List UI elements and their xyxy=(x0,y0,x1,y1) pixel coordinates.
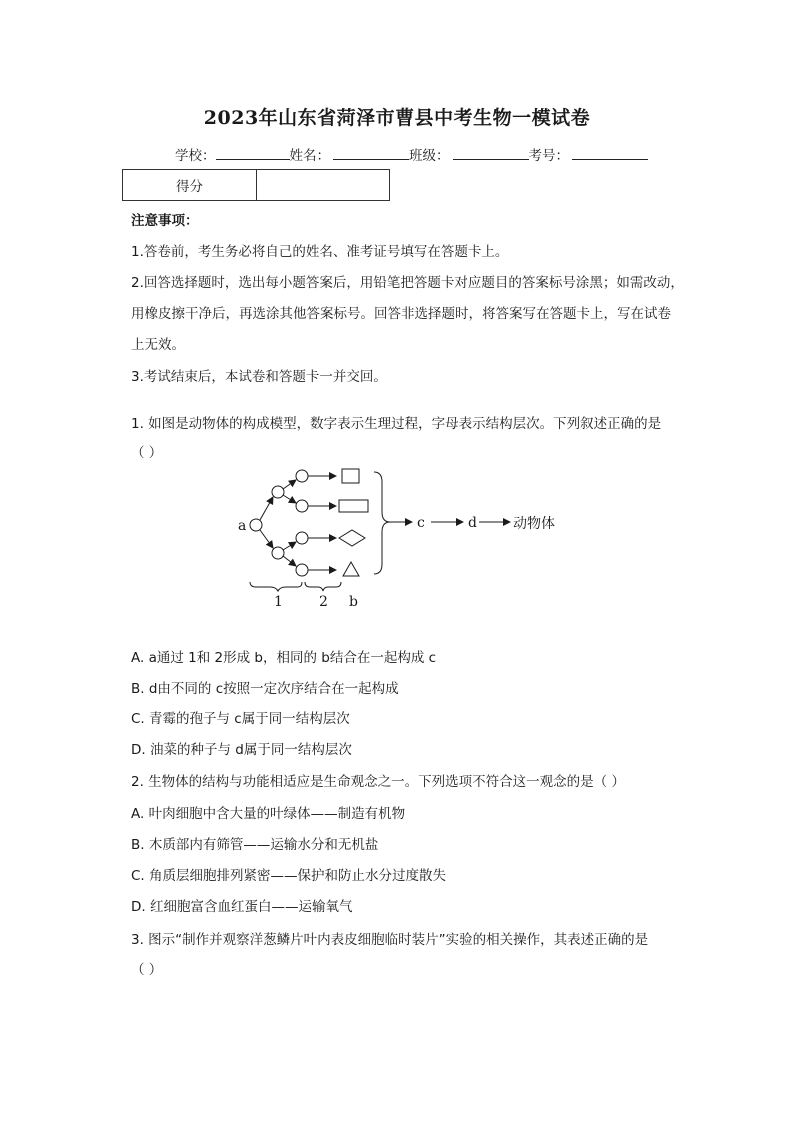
tissue-triangle xyxy=(343,562,359,576)
question-3-stem: 3. 图示“制作并观察洋葱鳞片叶内表皮细胞临时装片”实验的相关操作，其表述正确的是 xyxy=(131,932,649,948)
notice-heading: 注意事项： xyxy=(131,213,199,229)
question-1-stem: 1. 如图是动物体的构成模型，数字表示生理过程，字母表示结构层次。下列叙述正确的是 xyxy=(131,416,662,432)
cell-level1-top xyxy=(272,486,284,498)
label-c: c xyxy=(417,515,425,531)
question-1-option-b[interactable]: B. d由不同的 c按照一定次序结合在一起构成 xyxy=(131,681,399,697)
question-1-option-d[interactable]: D. 油菜的种子与 d属于同一结构层次 xyxy=(131,742,352,758)
brace-process-1 xyxy=(250,582,302,591)
brace-process-2 xyxy=(305,582,341,591)
question-2-option-d[interactable]: D. 红细胞富含血红蛋白——运输氧气 xyxy=(131,899,353,915)
class-label: 班级： xyxy=(409,148,450,164)
class-blank[interactable] xyxy=(453,145,529,160)
label-d: d xyxy=(468,515,477,531)
notice-line: 2.回答选择题时，选出每小题答案后，用铅笔把答题卡对应题目的答案标号涂黑；如需改动， xyxy=(131,275,684,291)
question-1-option-a[interactable]: A. a通过 1和 2形成 b，相同的 b结合在一起构成 c xyxy=(131,650,437,666)
exam-number-label: 考号： xyxy=(528,148,569,164)
question-2-stem: 2. 生物体的结构与功能相适应是生命观念之一。下列选项不符合这一观念的是（ ） xyxy=(131,774,625,790)
school-blank[interactable] xyxy=(216,145,290,160)
student-info-line xyxy=(175,144,648,164)
tissue-rectangle xyxy=(339,500,368,512)
notice-line: 上无效。 xyxy=(131,337,185,353)
label-b: b xyxy=(349,594,358,610)
question-1-answer-paren: （ ） xyxy=(131,445,163,461)
score-cell[interactable] xyxy=(257,170,390,201)
name-label: 姓名： xyxy=(289,148,330,164)
cell-level1-bottom xyxy=(272,547,284,559)
notice-line: 1.答卷前，考生务必将自己的姓名、准考证号填写在答题卡上。 xyxy=(131,244,509,260)
question-1-option-c[interactable]: C. 青霉的孢子与 c属于同一结构层次 xyxy=(131,711,350,727)
label-animal: 动物体 xyxy=(513,516,555,532)
label-1: 1 xyxy=(274,594,283,610)
cell-level2-4 xyxy=(296,564,308,576)
score-table xyxy=(122,169,390,201)
tissue-square xyxy=(342,469,359,483)
question-3-answer-paren: （ ） xyxy=(131,962,163,978)
question-2-option-a[interactable]: A. 叶肉细胞中含大量的叶绿体——制造有机物 xyxy=(131,806,406,822)
exam-number-blank[interactable] xyxy=(572,145,648,160)
notice-line: 3.考试结束后，本试卷和答题卡一并交回。 xyxy=(131,369,387,385)
tissue-diamond xyxy=(339,530,365,546)
cell-a-circle xyxy=(250,519,262,531)
school-label: 学校： xyxy=(175,148,216,164)
label-a: a xyxy=(238,518,247,534)
name-blank[interactable] xyxy=(333,145,409,160)
cell-level2-1 xyxy=(296,470,308,482)
exam-title: 2023年山东省菏泽市曹县中考生物一模试卷 xyxy=(203,107,591,129)
notice-line: 用橡皮擦干净后，再选涂其他答案标号。回答非选择题时，将答案写在答题卡上，写在试卷 xyxy=(131,306,671,322)
right-brace xyxy=(374,472,390,574)
question-2-option-b[interactable]: B. 木质部内有筛管——运输水分和无机盐 xyxy=(131,837,379,853)
cell-level2-3 xyxy=(296,532,308,544)
label-2: 2 xyxy=(319,594,328,610)
question-2-option-c[interactable]: C. 角质层细胞排列紧密——保护和防止水分过度散失 xyxy=(131,868,447,884)
score-label: 得分 xyxy=(123,170,257,201)
cell-level2-2 xyxy=(296,500,308,512)
